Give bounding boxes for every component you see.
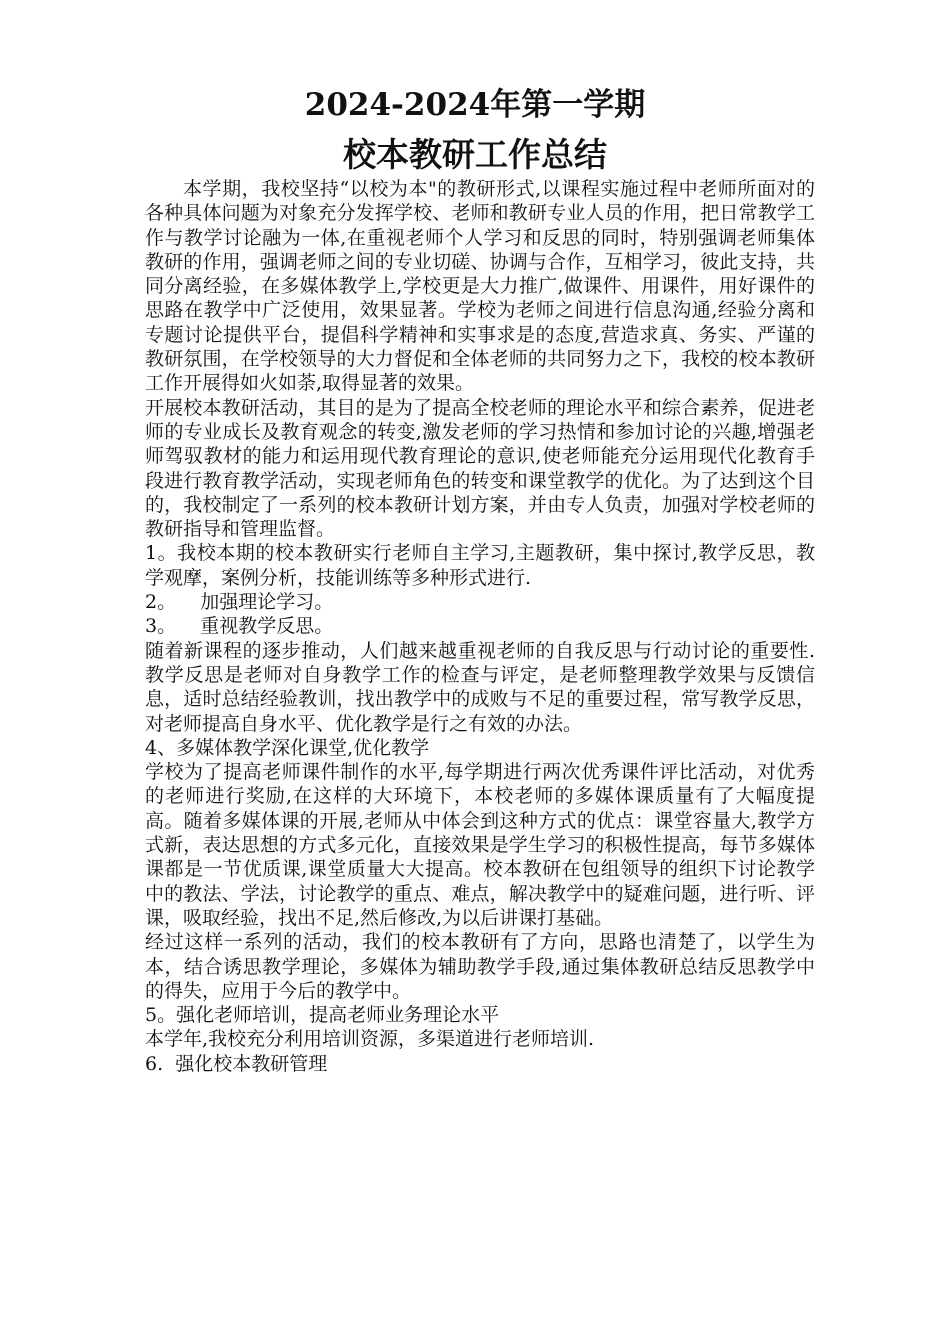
document-title-line1: 2024-2024年第一学期 — [304, 87, 646, 123]
item-2-heading: 2。 加强理论学习。 — [145, 591, 334, 614]
document-title-line2: 校本教研工作总结 — [343, 135, 607, 174]
item-6-heading: 6. 强化校本教研管理 — [145, 1052, 328, 1075]
reflection-paragraph: 随着新课程的逐步推动，人们越来越重视老师的自我反思与行动讨论的重要性.教学反思是老师对自身教学工作的检查与评定，是老师整理教学效果与反馈信息，适时总结经验教训，找出教学中的成败与不足的重要过程，常写教学反思，对老师提高自身水平、优化教学是行之有效的办法。 — [145, 639, 815, 735]
purpose-paragraph: 开展校本教研活动，其目的是为了提高全校老师的理论水平和综合素养，促进老师的专业成长及教育观念的转变,激发老师的学习热情和参加讨论的兴趣,增强老师驾驭教材的能力和运用现代教育理论的意识,使老师能充分运用现代化教育手段进行教育教学活动，实现老师角色的转变和课堂教学的优化。为了达到这个目的，我校制定了一系列的校本教研计划方案，并由专人负责，加强对学校老师的教研指导和管理监督。 — [145, 396, 815, 541]
item-5-heading: 5。强化老师培训，提高老师业务理论水平 — [145, 1004, 500, 1027]
intro-paragraph: 本学期，我校坚持“以校为本"的教研形式,以课程实施过程中老师所面对的各种具体问题为对象充分发挥学校、老师和教研专业人员的作用，把日常教学工作与教学讨论融为一体,在重视老师个人学习和反思的同时，特别强调老师集体教研的作用，强调老师之间的专业切磋、协调与合作，互相学习，彼此支持，共同分离经验，在多媒体教学上,学校更是大力推广,做课件、用课件，用好课件的思路在教学中广泛使用，效果显著。学校为老师之间进行信息沟通,经验分离和专题讨论提供平台，提倡科学精神和实事求是的态度,营造求真、务实、严谨的教研氛围，在学校领导的大力督促和全体老师的共同努力之下，我校的校本教研工作开展得如火如荼,取得显著的效果。 — [145, 178, 815, 395]
summary-paragraph: 经过这样一系列的活动，我们的校本教研有了方向，思路也清楚了，以学生为本，结合诱思教学理论，多媒体为辅助教学手段,通过集体教研总结反思教学中的得失，应用于今后的教学中。 — [145, 931, 815, 1002]
multimedia-paragraph: 学校为了提高老师课件制作的水平,每学期进行两次优秀课件评比活动，对优秀的老师进行奖励,在这样的大环境下，本校老师的多媒体课质量有了大幅度提高。随着多媒体课的开展,老师从中体会到这种方式的优点：课堂容量大,教学方式新，表达思想的方式多元化，直接效果是学生学习的积极性提高，每节多媒体课都是一节优质课,课堂质量大大提高。校本教研在包组领导的组织下讨论教学中的教法、学法，讨论教学的重点、难点，解决教学中的疑难问题，进行听、评课，吸取经验，找出不足,然后修改,为以后讲课打基础。 — [145, 761, 815, 929]
training-paragraph: 本学年,我校充分利用培训资源，多渠道进行老师培训. — [145, 1028, 595, 1051]
item-3-heading: 3。 重视教学反思。 — [145, 615, 334, 638]
item-1-paragraph: 1。我校本期的校本教研实行老师自主学习,主题教研，集中探讨,教学反思，教学观摩，案例分析，技能训练等多种形式进行. — [145, 542, 815, 589]
document-body — [145, 177, 815, 1076]
item-4-heading: 4、多媒体教学深化课堂,优化教学 — [145, 736, 430, 759]
